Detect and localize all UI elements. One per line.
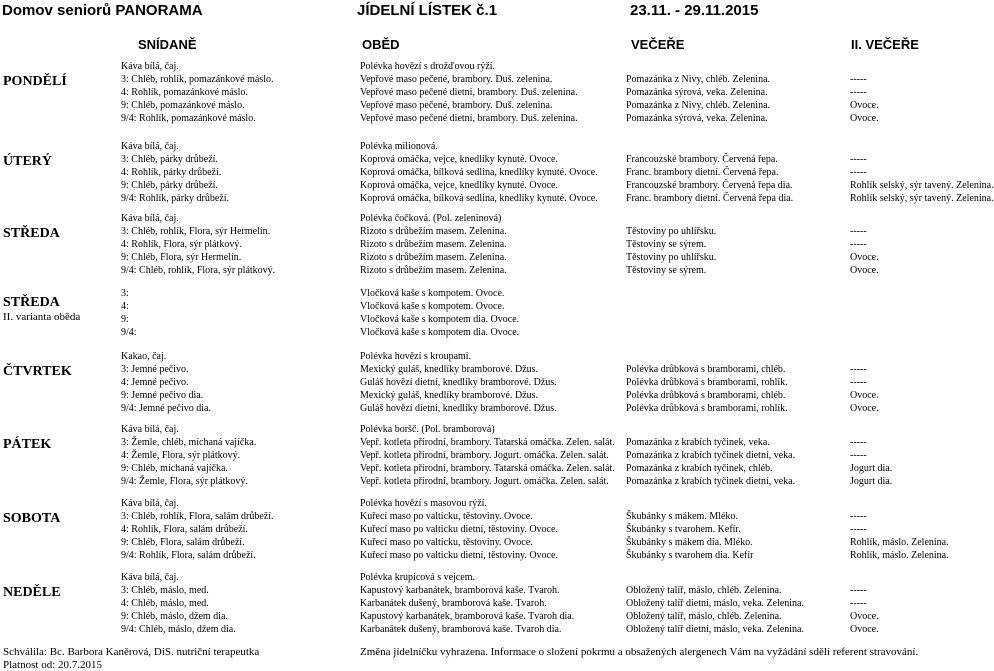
lunch-item: Kapustový karbanátek, bramborová kaše. Tvaroh. — [360, 585, 560, 596]
lunch-item: Kuřecí maso po valticku dietní, těstoviny. Ovoce. — [360, 524, 558, 535]
second-dinner-item: ----- — [850, 450, 867, 461]
page-footer — [0, 646, 960, 670]
approved-by: Schválila: Bc. Barbora Kaněrová, DiS. nutriční terapeutka — [3, 646, 260, 658]
second-dinner-item: ----- — [850, 74, 867, 85]
lunch-item: Rizoto s drůbežím masem. Zelenina. — [360, 252, 507, 263]
dinner-item: Pomazánka z krabích tyčinek, chléb. — [626, 463, 773, 474]
second-dinner-item: ----- — [850, 585, 867, 596]
second-dinner-item: Rohlík selský, sýr tavený. Zelenina. — [850, 193, 994, 204]
menu-row — [0, 300, 960, 313]
menu-row — [0, 462, 960, 475]
menu-row — [0, 153, 960, 166]
dinner-item: Těstoviny se sýrem. — [626, 265, 707, 276]
menu-row — [0, 549, 960, 562]
day-block — [0, 140, 994, 206]
day-block — [0, 497, 960, 563]
menu-row — [0, 436, 960, 449]
lunch-item: Mexický guláš, knedlíky bramborové. Džus. — [360, 364, 539, 375]
dinner-item: Francouzské brambory. Červená řepa. — [626, 154, 778, 165]
second-dinner-item: Ovoce. — [850, 265, 879, 276]
lunch-item: Vepř. kotleta přírodní, brambory. Jogurt. omáčka. Zelen. salát. — [360, 450, 609, 461]
breakfast-item: 4: Rohlík, pomazánkové máslo. — [121, 87, 248, 98]
breakfast-item: 9: Chléb, párky drůbeží. — [121, 180, 218, 191]
dinner-item: Pomazánka sýrová, veka. Zelenina. — [626, 113, 768, 124]
soup: Polévka boršč. (Pol. bramborová) — [360, 424, 495, 435]
breakfast-item: 4: Rohlík, Flora, salám drůbeží. — [121, 524, 248, 535]
second-dinner-item: Ovoce. — [850, 100, 879, 111]
breakfast-item: 9/4: — [121, 327, 137, 338]
menu-row — [0, 376, 960, 389]
breakfast-item: 4: Chléb, máslo, med. — [121, 598, 209, 609]
second-dinner-item: Ovoce. — [850, 403, 879, 414]
breakfast-item: 9/4: Žemle, Flora, sýr plátkový. — [121, 476, 248, 487]
breakfast-item: 3: Žemle, chléb, míchaná vajíčka. — [121, 437, 257, 448]
dinner-item: Polévka drůbková s bramborami, rohlík. — [626, 403, 788, 414]
day-block — [0, 423, 960, 489]
lunch-item: Koprová omáčka, vejce, knedlíky kynuté. Ovoce. — [360, 180, 558, 191]
second-dinner-item: ----- — [850, 598, 867, 609]
dinner-item: Franc. brambory dietní. Červená řepa dia. — [626, 193, 794, 204]
breakfast-item: 9: Jemné pečivo dia. — [121, 390, 204, 401]
second-dinner-item: ----- — [850, 511, 867, 522]
breakfast-item: 9: Chléb, máslo, džem dia. — [121, 611, 228, 622]
day-block — [0, 60, 960, 126]
lunch-item: Vepřové maso pečené dietní, brambory. Duš. zelenina. — [360, 87, 578, 98]
menu-row — [0, 389, 960, 402]
second-dinner-item: Rohlík, máslo. Zelenina. — [850, 550, 949, 561]
second-dinner-item: Ovoce. — [850, 624, 879, 635]
menu-row — [0, 112, 960, 125]
breakfast-item: 9/4: Jemné pečivo dia. — [121, 403, 211, 414]
dinner-item: Polévka drůbková s bramborami, rohlík. — [626, 377, 788, 388]
valid-from: Platnost od: 20.7.2015 — [3, 659, 103, 671]
menu-row — [0, 523, 960, 536]
breakfast-item: 9: Chléb, Flora, sýr Hermelín. — [121, 252, 242, 263]
day-name: ÚTERÝ — [3, 154, 53, 169]
column-second-dinner: II. VEČEŘE — [851, 37, 919, 52]
second-dinner-item: Jogurt dia. — [850, 476, 893, 487]
dinner-item: Francouzské brambory. Červená řepa dia. — [626, 180, 793, 191]
lunch-item: Guláš hovězí dietní, knedlíky bramborové. Džus. — [360, 377, 557, 388]
lunch-item: Koprová omáčka, bílková sedlina, knedlíky kynuté. Ovoce. — [360, 167, 598, 178]
second-dinner-item: ----- — [850, 239, 867, 250]
day-block — [0, 212, 960, 278]
dinner-item: Pomazánka z krabích tyčinek dietní, veka. — [626, 450, 796, 461]
column-lunch: OBĚD — [362, 37, 400, 52]
menu-row — [0, 610, 960, 623]
lunch-item: Vepř. kotleta přírodní, brambory. Jogurt. omáčka. Zelen. salát. — [360, 476, 609, 487]
day-block — [0, 571, 960, 637]
day-name: NEDĚLE — [3, 585, 61, 600]
breakfast-item: 4: Rohlík, Flora, sýr plátkový. — [121, 239, 242, 250]
second-dinner-item: Rohlík selský, sýr tavený. Zelenina. — [850, 180, 994, 191]
dinner-item: Polévka drůbková s bramborami, chléb. — [626, 390, 786, 401]
menu-row — [0, 363, 960, 376]
breakfast-item: 4: Rohlík, párky drůbeží. — [121, 167, 222, 178]
lunch-item: Guláš hovězí dietní, knedlíky bramborové. Džus. — [360, 403, 557, 414]
dinner-item: Obložený talíř, máslo, chléb. Zelenina. — [626, 585, 782, 596]
breakfast-drink: Káva bílá, čaj. — [121, 424, 179, 435]
menu-row — [0, 402, 960, 415]
menu-row — [0, 287, 960, 300]
soup: Polévka milionová. — [360, 141, 438, 152]
soup: Polévka čočková. (Pol. zeleninová) — [360, 213, 502, 224]
second-dinner-item: ----- — [850, 364, 867, 375]
dinner-item: Škubánky s mákem dia. Mléko. — [626, 537, 753, 548]
menu-row — [0, 86, 960, 99]
menu-title: JÍDELNÍ LÍSTEK č.1 — [357, 2, 498, 19]
breakfast-drink: Káva bílá, čaj. — [121, 141, 179, 152]
breakfast-item: 9/4: Rohlík, Flora, salám drůbeží. — [121, 550, 256, 561]
menu-row — [0, 192, 994, 205]
dinner-item: Těstoviny po uhlířsku. — [626, 226, 717, 237]
day-block — [0, 350, 960, 416]
lunch-item: Kuřecí maso po valticku, těstoviny. Ovoce. — [360, 537, 533, 548]
day-subtitle: II. varianta oběda — [3, 311, 81, 323]
dinner-item: Pomazánka z krabích tyčinek dietní, veka. — [626, 476, 796, 487]
lunch-item: Vločková kaše s kompotem dia. Ovoce. — [360, 314, 520, 325]
menu-row — [0, 584, 960, 597]
second-dinner-item: Ovoce. — [850, 252, 879, 263]
dinner-item: Obložený talíř dietní, máslo, veka. Zelenina. — [626, 598, 804, 609]
lunch-item: Vločková kaše s kompotem. Ovoce. — [360, 301, 505, 312]
column-dinner: VEČEŘE — [631, 37, 685, 52]
breakfast-drink: Káva bílá, čaj. — [121, 61, 179, 72]
breakfast-drink: Káva bílá, čaj. — [121, 498, 179, 509]
dinner-item: Škubánky s tvarohem. Kefír. — [626, 524, 741, 535]
menu-row — [0, 264, 960, 277]
lunch-item: Koprová omáčka, vejce, knedlíky kynuté. Ovoce. — [360, 154, 558, 165]
lunch-item: Vepř. kotleta přírodní, brambory. Tatarská omáčka. Zelen. salát. — [360, 463, 615, 474]
breakfast-item: 9: Chléb, Flora, salám drůbeží. — [121, 537, 245, 548]
second-dinner-item: Ovoce. — [850, 611, 879, 622]
menu-row — [0, 313, 960, 326]
menu-row — [0, 326, 960, 339]
breakfast-item: 9/4: Rohlík, párky drůbeží. — [121, 193, 230, 204]
menu-row — [0, 536, 960, 549]
menu-row — [0, 73, 960, 86]
lunch-item: Koprová omáčka, bílková sedlina, knedlíky kynuté. Ovoce. — [360, 193, 598, 204]
breakfast-item: 4: Žemle, Flora, sýr plátkový. — [121, 450, 241, 461]
second-dinner-item: Jogurt dia. — [850, 463, 893, 474]
column-headers — [0, 37, 960, 55]
second-dinner-item: ----- — [850, 226, 867, 237]
dinner-item: Pomazánka z krabích tyčinek, veka. — [626, 437, 770, 448]
day-name: ČTVRTEK — [3, 364, 72, 379]
dinner-item: Škubánky s tvarohem dia. Kefír — [626, 550, 754, 561]
breakfast-item: 9: Chléb, míchaná vajíčka. — [121, 463, 228, 474]
second-dinner-item: ----- — [850, 437, 867, 448]
second-dinner-item: ----- — [850, 377, 867, 388]
intro-row — [0, 423, 960, 436]
menu-row — [0, 238, 960, 251]
lunch-item: Vločková kaše s kompotem. Ovoce. — [360, 288, 505, 299]
menu-row — [0, 179, 994, 192]
intro-row — [0, 140, 960, 153]
breakfast-item: 9/4: Chléb, rohlík, Flora, sýr plátkový. — [121, 265, 276, 276]
dinner-item: Pomazánka z Nivy, chléb. Zelenina. — [626, 100, 771, 111]
soup: Polévka krupicová s vejcem. — [360, 572, 475, 583]
dinner-item: Škubánky s mákem. Mléko. — [626, 511, 738, 522]
menu-row — [0, 99, 960, 112]
column-breakfast: SNÍDANĚ — [138, 37, 197, 52]
menu-row — [0, 225, 960, 238]
breakfast-item: 3: Jemné pečivo. — [121, 364, 189, 375]
dinner-item: Obložený talíř dietní, máslo, veka. Zelenina. — [626, 624, 804, 635]
intro-row — [0, 497, 960, 510]
breakfast-item: 4: — [121, 301, 129, 312]
second-dinner-item: ----- — [850, 87, 867, 98]
intro-row — [0, 571, 960, 584]
lunch-item: Rizoto s drůbežím masem. Zelenina. — [360, 239, 507, 250]
day-name: STŘEDA — [3, 226, 60, 241]
dinner-item: Polévka drůbková s bramborami, chléb. — [626, 364, 786, 375]
dinner-item: Pomazánka z Nivy, chléb. Zelenina. — [626, 74, 771, 85]
lunch-item: Kuřecí maso po valticku, těstoviny. Ovoce. — [360, 511, 533, 522]
day-name: PONDĚLÍ — [3, 74, 67, 89]
lunch-item: Kuřecí maso po valticku dietní, těstoviny. Ovoce. — [360, 550, 558, 561]
day-name: SOBOTA — [3, 511, 61, 526]
menu-row — [0, 251, 960, 264]
menu-row — [0, 597, 960, 610]
lunch-item: Vepř. kotleta přírodní, brambory. Tatarská omáčka. Zelen. salát. — [360, 437, 615, 448]
lunch-item: Karbanátek dušený, bramborová kaše. Tvaroh. — [360, 598, 547, 609]
breakfast-drink: Káva bílá, čaj. — [121, 572, 179, 583]
breakfast-drink: Káva bílá, čaj. — [121, 213, 179, 224]
breakfast-drink: Kakao, čaj. — [121, 351, 167, 362]
breakfast-item: 9/4: Rohlík, pomazánkové máslo. — [121, 113, 256, 124]
lunch-item: Vepřové maso pečené dietní, brambory. Duš. zelenina. — [360, 113, 578, 124]
breakfast-item: 3: Chléb, rohlík, Flora, sýr Hermelín. — [121, 226, 271, 237]
dinner-item: Franc. brambory dietní. Červená řepa. — [626, 167, 779, 178]
dinner-item: Těstoviny po uhlířsku. — [626, 252, 717, 263]
menu-row — [0, 510, 960, 523]
second-dinner-item: Rohlík, máslo. Zelenina. — [850, 537, 949, 548]
second-dinner-item: ----- — [850, 524, 867, 535]
breakfast-item: 3: — [121, 288, 129, 299]
lunch-item: Kapustový karbanátek, bramborová kaše. Tvaroh dia. — [360, 611, 575, 622]
intro-row — [0, 60, 960, 73]
intro-row — [0, 212, 960, 225]
dinner-item: Těstoviny se sýrem. — [626, 239, 707, 250]
lunch-item: Rizoto s drůbežím masem. Zelenina. — [360, 265, 507, 276]
day-name: PÁTEK — [3, 437, 52, 452]
breakfast-item: 9: Chléb, pomazánkové máslo. — [121, 100, 245, 111]
lunch-item: Vepřové maso pečené, brambory. Duš. zelenina. — [360, 74, 553, 85]
lunch-item: Rizoto s drůbežím masem. Zelenina. — [360, 226, 507, 237]
lunch-item: Karbanátek dušený, bramborová kaše. Tvaroh dia. — [360, 624, 562, 635]
day-block — [0, 287, 960, 353]
institution-title: Domov seniorů PANORAMA — [2, 2, 203, 19]
footer-note: Změna jídelníčku vyhrazena. Informace o složení pokrmu a obsažených alergenech Vám na vyžádání sdělí referent stravování. — [360, 646, 919, 658]
breakfast-item: 3: Chléb, párky drůbeží. — [121, 154, 218, 165]
date-range: 23.11. - 29.11.2015 — [630, 2, 759, 19]
second-dinner-item: ----- — [850, 154, 867, 165]
menu-row — [0, 623, 960, 636]
second-dinner-item: Ovoce. — [850, 390, 879, 401]
breakfast-item: 3: Chléb, rohlík, pomazánkové máslo. — [121, 74, 274, 85]
lunch-item: Vepřové maso pečené, brambory. Duš. zelenina. — [360, 100, 553, 111]
dinner-item: Pomazánka sýrová, veka. Zelenina. — [626, 87, 768, 98]
menu-row — [0, 449, 960, 462]
soup: Polévka hovězí s masovou rýží. — [360, 498, 487, 509]
soup: Polévka hovězí s kroupami. — [360, 351, 472, 362]
day-name: STŘEDA — [3, 295, 60, 310]
breakfast-item: 3: Chléb, rohlík, Flora, salám drůbeží. — [121, 511, 274, 522]
breakfast-item: 9/4: Chléb, máslo, džem dia. — [121, 624, 236, 635]
dinner-item: Obložený talíř, máslo, chléb. Zelenina. — [626, 611, 782, 622]
second-dinner-item: Ovoce. — [850, 113, 879, 124]
menu-row — [0, 166, 960, 179]
page-header — [0, 2, 960, 22]
breakfast-item: 9: — [121, 314, 129, 325]
lunch-item: Mexický guláš, knedlíky bramborové. Džus. — [360, 390, 539, 401]
breakfast-item: 4: Jemné pečivo. — [121, 377, 189, 388]
breakfast-item: 3: Chléb, máslo, med. — [121, 585, 209, 596]
soup: Polévka hovězí s drožďovou rýží. — [360, 61, 496, 72]
second-dinner-item: ----- — [850, 167, 867, 178]
intro-row — [0, 350, 960, 363]
lunch-item: Vločková kaše s kompotem dia. Ovoce. — [360, 327, 520, 338]
menu-row — [0, 475, 960, 488]
